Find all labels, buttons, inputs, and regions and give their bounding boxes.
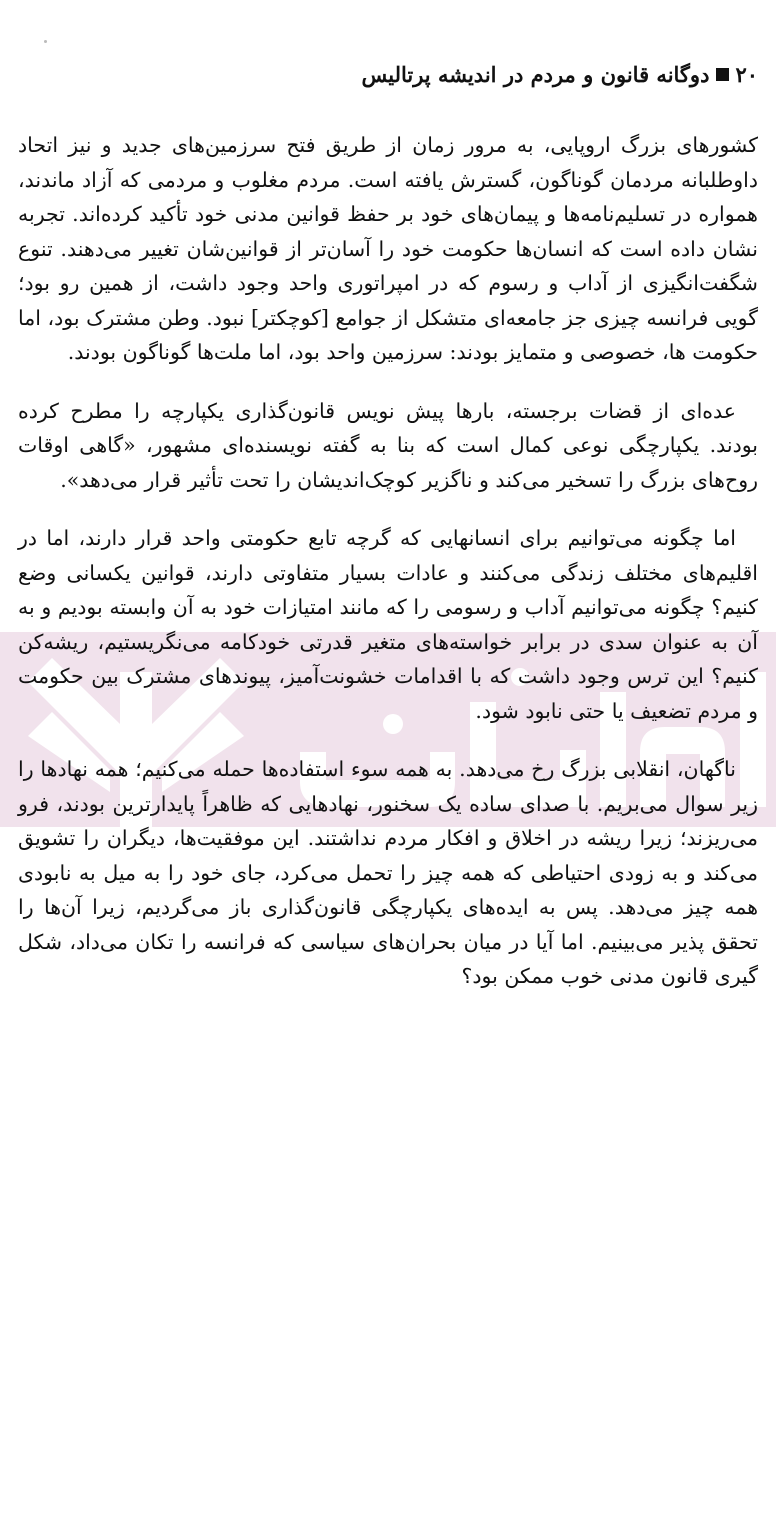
- page-number: ۲۰: [735, 62, 758, 87]
- body-text: [18, 128, 758, 1018]
- header-title: دوگانه قانون و مردم در اندیشه پرتالیس: [361, 62, 710, 87]
- square-bullet-icon: [716, 68, 729, 81]
- running-header: [18, 60, 758, 90]
- scan-speck: [44, 40, 47, 43]
- paragraph-4: ناگهان، انقلابی بزرگ رخ می‌دهد. به همه سوء استفاده‌ها حمله می‌کنیم؛ همه نهادها را زیر سوال می‌بریم. با صدای ساده یک سخنور، نهادهایی که ظاهراً پایدارترین بودند، فرو می‌ریزند؛ زیرا ریشه در اخلاق و افکار مردم نداشتند. این موفقیت‌ها، دیگران را تشویق می‌کند و به زودی احتیاطی که همه چیز را تحمل می‌کرد، جای خود را به میل به نابودی همه چیز می‌دهد. پس به ایده‌های یکپارچگی قانون‌گذاری باز می‌گردیم، زیرا آن‌ها را تحقق پذیر می‌بینیم. اما آیا در میان بحران‌های سیاسی که فرانسه را تکان می‌داد، شکل گیری قانون مدنی خوب ممکن بود؟: [18, 757, 758, 988]
- paragraph-1: کشورهای بزرگ اروپایی، به مرور زمان از طریق فتح سرزمین‌های جدید و نیز اتحاد داوطلبانه مردمان گوناگون، گسترش یافته است. مردم مغلوب و مردمی که آزاد ماندند، همواره در تسلیم‌نامه‌ها و پیمان‌های خود بر حفظ قوانین مدنی خود تأکید کرده‌اند. تجربه نشان داده است که انسان‌ها حکومت خود را آسان‌تر از قوانین‌شان تغییر می‌دهند. تنوع شگفت‌انگیزی از آداب و رسوم که در امپراتوری واحد وجود داشت، از همین رو بود؛ گویی فرانسه چیزی جز جامعه‌ای متشکل از جوامع [کوچکتر] نبود. وطن مشترک بود، اما حکومت ها، خصوصی و متمایز بودند: سرزمین واحد بود، اما ملت‌ها گوناگون بودند.: [18, 133, 758, 364]
- paragraph-3: اما چگونه می‌توانیم برای انسانهایی که گرچه تابع حکومتی واحد قرار دارند، اما در اقلیم‌های مختلف زندگی می‌کنند و عادات بسیار متفاوتی دارند، قوانین یکسانی وضع کنیم؟ چگونه می‌توانیم آداب و رسومی را که مانند امتیازات خود به آن وابسته بودیم و به آن به عنوان سدی در برابر خواسته‌های متغیر قدرتی خودکامه می‌نگریستیم، ریشه‌کن کنیم؟ این ترس وجود داشت که با اقدامات خشونت‌آمیز، پیوندهای مشترک بین حکومت و مردم تضعیف یا حتی نابود شود.: [18, 526, 758, 723]
- paragraph-2: عده‌ای از قضات برجسته، بارها پیش نویس قانون‌گذاری یکپارچه را مطرح کرده بودند. یکپارچگی نوعی کمال است که بنا به گفته نویسنده‌ای مشهور، «گاهی اوقات روح‌های بزرگ را تسخیر می‌کند و ناگزیر کوچک‌اندیشان را تحت تأثیر قرار می‌دهد».: [18, 398, 758, 492]
